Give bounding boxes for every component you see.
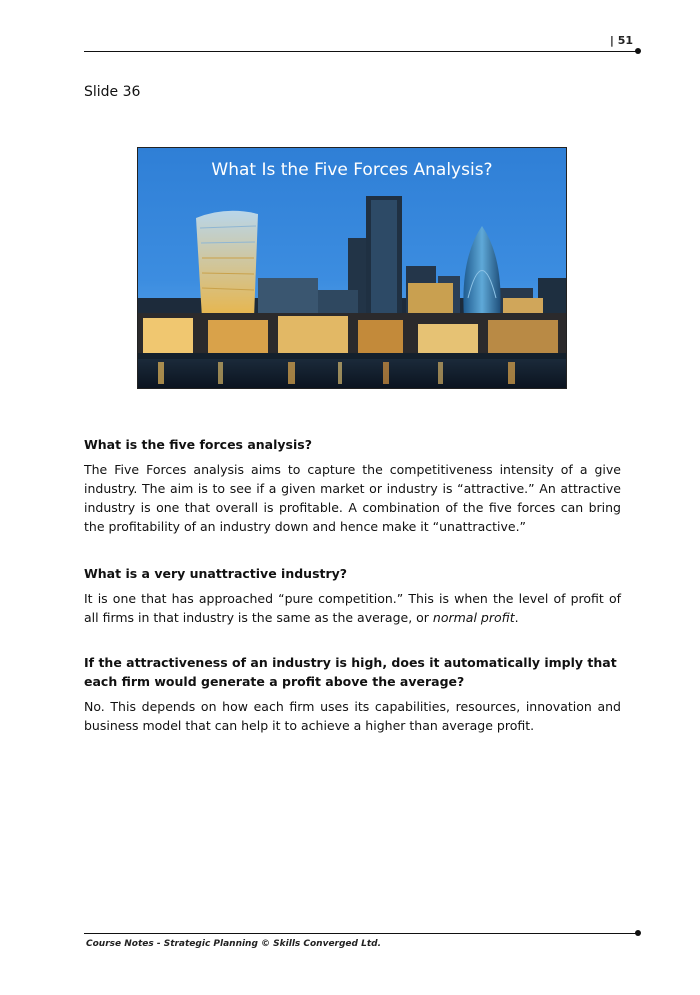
slide-image	[137, 147, 567, 389]
answer-emphasis: normal profit	[432, 610, 515, 625]
question-heading: If the attractiveness of an industry is high, does it automatically imply that each firm would generate a profit above the average?	[84, 655, 617, 689]
answer-text-prefix: It is one that has approached “pure competition.” This is when the level of profit of all firms in that industry is the same as the average, or	[84, 591, 621, 625]
footer-text: Course Notes - Strategic Planning © Skills Converged Ltd.	[86, 939, 382, 949]
qa-item	[84, 564, 621, 627]
slide-label: Slide 36	[84, 84, 141, 100]
qa-content	[84, 435, 621, 761]
header-rule	[84, 51, 637, 52]
city-skyline-image	[138, 148, 566, 388]
question-heading: What is a very unattractive industry?	[84, 566, 348, 581]
answer-text	[84, 589, 621, 627]
page-number: | 51	[609, 34, 633, 47]
qa-item	[84, 435, 621, 536]
answer-text: The Five Forces analysis aims to capture the competitiveness intensity of a give industry. The aim is to see if a given market or industry is “attractive.” An attractive industry is one that overall is profitable. A combination of the five forces can bring the profitability of an industry down and hence make it “unattractive.”	[84, 462, 621, 534]
qa-item	[84, 653, 621, 735]
slide-title: What Is the Five Forces Analysis?	[211, 160, 493, 180]
footer-rule	[84, 933, 637, 934]
answer-text-suffix: .	[514, 610, 519, 625]
answer-text: No. This depends on how each firm uses its capabilities, resources, innovation and business model that can help it to achieve a higher than average profit.	[84, 699, 621, 733]
question-heading: What is the five forces analysis?	[84, 437, 312, 452]
